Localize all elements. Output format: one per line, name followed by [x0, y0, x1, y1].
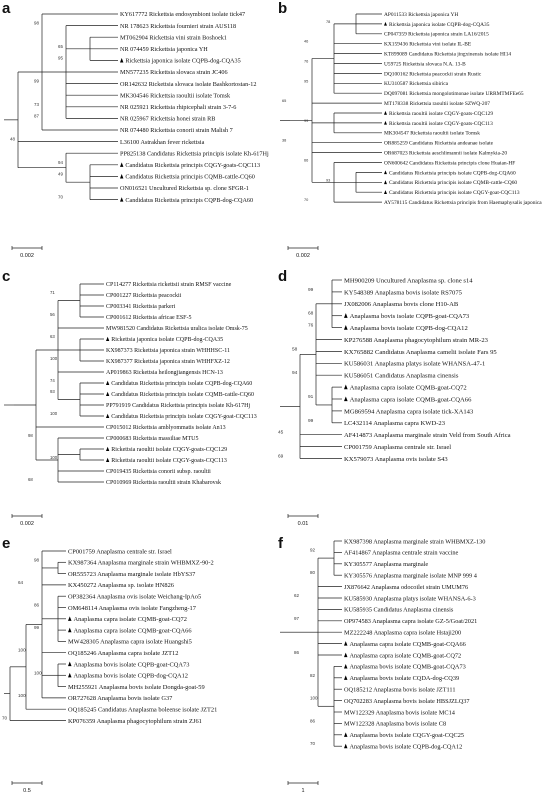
leaf-label: OQ185212 Anaplasma bovis isolate JZT111 [344, 686, 456, 694]
bootstrap-value: 100 [34, 670, 42, 676]
leaf-label: KT899089 Candidatus Rickettsia jingxinensis isolate HI14 [384, 51, 512, 58]
leaf-label: CP010969 Rickettsia raoultii strain Khabarovsk [106, 480, 221, 487]
leaf-label: CP001759 Anaplasma centrale str. Israel [344, 443, 452, 451]
bootstrap-value: 49 [58, 171, 63, 177]
bootstrap-value: 98 [28, 433, 33, 438]
study-sequence-marker-icon [384, 180, 387, 184]
leaf-label: Anaplasma capra isolate CQMB-goat-CQ72 [349, 384, 467, 392]
leaf-label: JX082006 Anaplasma bovis clone H10-AB [344, 301, 459, 309]
leaf-label: OR727628 Anaplasma bovis isolate G37 [68, 695, 173, 703]
leaf-label: Anaplasma capra isolate CQMB-goat-CQA66 [349, 640, 466, 648]
leaf-label: Rickettsia raoultii isolate CQGY-goats-CQC129 [111, 447, 228, 454]
bootstrap-value: 82 [310, 672, 316, 678]
leaf-label: KY548389 Anaplasma bovis isolate RS7075 [344, 289, 462, 297]
leaf-label: KU585930 Anaplasma platys isolate WHANSA-6-3 [344, 595, 476, 603]
bootstrap-value: 91 [308, 395, 314, 400]
leaf-label: KY305576 Anaplasma marginale isolate MNP 999 4 [344, 572, 477, 580]
tree-svg [276, 0, 546, 262]
bootstrap-value: 95 [304, 78, 309, 84]
leaf-label: Anaplasma capra isolate CQMB-goat-CQ72 [73, 616, 187, 624]
leaf-label: NR 025921 Rickettsia rhipicephali strain 3-7-6 [120, 104, 237, 112]
bootstrap-value: 92 [310, 547, 316, 553]
study-sequence-marker-icon [384, 22, 387, 26]
bootstrap-value: 70 [304, 197, 309, 203]
bootstrap-value: 65 [282, 98, 287, 104]
bootstrap-value: 62 [294, 593, 300, 598]
leaf-label: KX765882 Candidatus Anaplasma camelii isolate Fars 95 [344, 348, 497, 356]
leaf-label: NR 178623 Rickettsia fournieri strain AUS118 [120, 22, 237, 30]
bootstrap-value: 70 [2, 715, 8, 721]
bootstrap-value: 87 [34, 113, 39, 119]
bootstrap-value: 99 [308, 418, 314, 424]
tree-svg [0, 268, 270, 530]
leaf-label: Rickettsia raoultii isolate CQGY-goats-CQC113 [111, 458, 227, 465]
leaf-label: KU586051 Candidatus Anaplasma cinensis [344, 372, 459, 380]
leaf-label: NR 025967 Rickettsia honei strain RB [120, 115, 216, 123]
study-sequence-marker-icon [68, 673, 72, 678]
bootstrap-value: 68 [308, 311, 314, 317]
leaf-label: ON016521 Uncultured Rickettsia sp. clone SFGR-1 [120, 185, 249, 193]
leaf-label: CP003341 Rickettsia parkeri [106, 304, 176, 311]
leaf-label: MH255921 Anaplasma bovis isolate Dongda-goat-59 [68, 683, 205, 691]
leaf-label: Candidatus Rickettsia principis isolate CQMB-cattle-CQ60 [388, 180, 518, 187]
bootstrap-value: 100 [50, 356, 58, 361]
tree-panel-b [276, 0, 546, 262]
leaf-label: KX579073 Anaplasma ovis isolate S43 [344, 455, 448, 463]
bootstrap-value: 97 [294, 615, 300, 621]
leaf-label: Anaplasma bovis isolate CQGY-goat-CQC25 [349, 732, 465, 740]
leaf-label: KY305577 Anaplasma marginale [344, 561, 429, 569]
leaf-label: KX987364 Anaplasma marginale strain WHBMXZ-90-2 [68, 559, 214, 567]
study-sequence-marker-icon [106, 458, 109, 462]
leaf-label: MH900209 Uncultured Anaplasma sp. clone s14 [344, 277, 473, 285]
scale-bar-label: 0.002 [20, 521, 34, 527]
leaf-label: KP076359 Anaplasma phagocytophilum strain ZJ61 [68, 717, 202, 725]
leaf-label: OQ185246 Anaplasma capra isolate JZT12 [68, 650, 179, 658]
study-sequence-marker-icon [384, 111, 387, 115]
bootstrap-value: 78 [326, 18, 331, 24]
leaf-label: KX987377 Rickettsia japonica strain WHHFXZ-12 [106, 359, 230, 366]
leaf-label: Anaplasma bovis isolate CQDA-dog-CQ39 [349, 675, 460, 683]
leaf-label: MT062904 Rickettsia vini strain Boshoek1 [120, 34, 227, 42]
leaf-label: OP382364 Anaplasma ovis isolate Weichang-IpAo5 [68, 593, 202, 601]
leaf-label: Rickettsia raoultii isolate CQGY-goats-CQC113 [388, 120, 493, 127]
leaf-label: OR885259 Candidatus Rickettsia andeanae isolate [384, 140, 493, 147]
leaf-label: L36100 Astrakhan fever rickettsia [120, 138, 205, 146]
bootstrap-value: 45 [278, 430, 284, 436]
study-sequence-marker-icon [384, 190, 387, 194]
leaf-label: CP000683 Rickettsia massiliae MTU5 [106, 436, 199, 443]
leaf-label: MW981520 Candidatus Rickettsia uralica isolate Omsk-75 [106, 326, 248, 333]
leaf-label: KX450272 Anaplasma sp. isolate HN826 [68, 582, 174, 590]
study-sequence-marker-icon [344, 313, 348, 318]
study-sequence-marker-icon [120, 58, 123, 62]
tree-svg [276, 268, 546, 530]
leaf-label: CP001759 Anaplasma centrale str. Israel [68, 548, 172, 556]
study-sequence-marker-icon [68, 616, 72, 621]
leaf-label: Candidatus Rickettsia principis isolate CQGY-goat-CQC113 [388, 190, 520, 197]
leaf-label: CP015012 Rickettsia amblyommatis isolate An13 [106, 425, 226, 432]
study-sequence-marker-icon [344, 385, 348, 390]
leaf-label: LC432114 Anaplasma capra KWD-23 [344, 420, 446, 428]
leaf-label: Anaplasma bovis isolate CQMB-goat-CQA73 [349, 663, 466, 671]
scale-bar-label: 1 [301, 788, 305, 794]
leaf-label: MW122328 Anaplasma bovis isolate C8 [344, 720, 447, 728]
study-sequence-marker-icon [68, 628, 72, 633]
panel-label: f [278, 535, 283, 552]
panel-label: b [278, 0, 288, 17]
scale-bar-label: 0.002 [296, 253, 310, 259]
scale-bar-label: 0.5 [23, 788, 31, 794]
tree-svg [0, 0, 270, 262]
leaf-label: AF414867 Anaplasma centrale strain vaccine [344, 549, 459, 557]
bootstrap-value: 63 [50, 334, 55, 339]
bootstrap-value: 80 [310, 570, 316, 576]
bootstrap-value: 100 [310, 695, 318, 701]
leaf-label: Candidatus Rickettsia principis CQPB-dog-CQA60 [125, 196, 254, 204]
bootstrap-value: 94 [58, 159, 63, 165]
leaf-label: Anaplasma bovis isolate CQPB-goat-CQA73 [349, 313, 470, 321]
study-sequence-marker-icon [344, 732, 347, 737]
panel-label: c [2, 268, 11, 285]
bootstrap-value: 76 [308, 323, 314, 329]
leaf-label: Candidatus Rickettsia principis CQMB-cattle-CQ60 [125, 173, 255, 181]
leaf-label: PP791919 Candidatus Rickettsia principis isolate Kh-617Hj [106, 403, 251, 410]
bootstrap-value: 93 [50, 389, 55, 394]
leaf-label: Candidatus Rickettsia principis isolate CQPB-dog-CQA60 [111, 381, 253, 388]
bootstrap-value: 93 [326, 177, 331, 183]
leaf-label: Anaplasma capra isolate CQMB-goat-CQA66 [73, 627, 192, 635]
leaf-label: DQ097081 Rickettsia mongolotimonae isolate URRMTMFEe65 [384, 91, 524, 98]
leaf-label: ON600642 Candidatus Rickettsia principis clone Huaian-HF [384, 160, 516, 167]
bootstrap-value: 100 [50, 455, 58, 460]
leaf-label: MG869594 Anaplasma capra isolate tick-XA143 [344, 408, 474, 416]
bootstrap-value: 86 [294, 650, 300, 655]
leaf-label: Candidatus Rickettsia principis isolate CQPB-dog-CQA60 [388, 170, 516, 177]
leaf-label: Rickettsia raoultii isolate CQGY-goats-CQC129 [388, 110, 494, 117]
tree-panel-d [276, 268, 546, 530]
leaf-label: Rickettsia japonica isolate CQPB-dog-CQA35 [111, 337, 224, 344]
leaf-label: MW428305 Anaplasma capra isolate Huangshi5 [68, 638, 192, 646]
tree-panel-f [276, 535, 546, 797]
leaf-label: CP001227 Rickettsia peacockii [106, 293, 182, 300]
leaf-label: Anaplasma bovis isolate CQPB-dog-CQA12 [73, 672, 189, 680]
bootstrap-value: 99 [308, 287, 314, 293]
leaf-label: KY617772 Rickettsia endosymbiont isolate tick47 [120, 11, 246, 19]
study-sequence-marker-icon [68, 662, 72, 667]
study-sequence-marker-icon [120, 174, 123, 178]
bootstrap-value: 94 [292, 371, 298, 377]
leaf-label: KP276588 Anaplasma phagocytophilum strain MR-23 [344, 336, 488, 344]
leaf-label: JX876642 Anaplasma odocoilei strain UMUM76 [344, 583, 469, 591]
bootstrap-value: 99 [34, 78, 39, 84]
leaf-label: Candidatus Rickettsia principis isolate CQGY-goat-CQC113 [111, 414, 257, 421]
leaf-label: CP047359 Rickettsia japonica strain LA16/2015 [384, 31, 489, 38]
leaf-label: DQ100162 Rickettsia peacockii strain Rustic [384, 71, 482, 78]
bootstrap-value: 66 [304, 157, 309, 163]
leaf-label: Anaplasma bovis isolate CQPB-dog-CQA12 [349, 324, 468, 332]
leaf-label: KU310587 Rickettsia sibirica [384, 81, 449, 88]
leaf-label: AF414873 Anaplasma marginale strain Veld from South Africa [344, 432, 511, 440]
study-sequence-marker-icon [120, 197, 123, 201]
bootstrap-value: 71 [50, 290, 55, 295]
study-sequence-marker-icon [344, 664, 347, 669]
leaf-label: OR687023 Rickettsia aeschlimannii isolate Kalmykia-20 [384, 150, 508, 157]
scale-bar-label: 0.01 [297, 521, 309, 527]
bootstrap-value: 38 [282, 137, 287, 143]
leaf-label: OP974583 Anaplasma capra isolate GZ-5/Goat/2021 [344, 618, 478, 626]
leaf-label: OR142632 Rickettsia slovaca isolate Bashkortostan-12 [120, 80, 257, 88]
bootstrap-value: 100 [18, 647, 26, 653]
leaf-label: CP114277 Rickettsia rickettsii strain RMSF vaccine [106, 282, 232, 289]
study-sequence-marker-icon [344, 744, 347, 749]
bootstrap-value: 48 [10, 136, 15, 142]
leaf-label: CP019435 Rickettsia conorii subsp. raoultii [106, 469, 211, 476]
leaf-label: OR555723 Anaplasma marginale isolate HbYS37 [68, 570, 196, 578]
tree-panel-a [0, 0, 270, 262]
leaf-label: MW122329 Anaplasma bovis isolate MC14 [344, 709, 455, 717]
leaf-label: MK304546 Rickettsia raoultii isolate Tomsk [120, 92, 231, 100]
bootstrap-value: 76 [304, 58, 309, 64]
bootstrap-value: 46 [304, 38, 309, 44]
leaf-label: Anaplasma bovis isolate CQPB-goat-CQA73 [73, 661, 190, 669]
leaf-label: KX987373 Rickettsia japonica strain WHHHSC-11 [106, 348, 230, 355]
bootstrap-value: 100 [50, 411, 58, 416]
leaf-label: KU586031 Anaplasma platys isolate WHANSA-47-1 [344, 360, 486, 368]
bootstrap-value: 74 [50, 378, 55, 383]
bootstrap-value: 70 [58, 194, 63, 200]
tree-svg [0, 535, 270, 797]
leaf-label: MT178338 Rickettsia raoultii isolate SZWQ-207 [384, 101, 490, 108]
bootstrap-value: 99 [304, 117, 309, 123]
leaf-label: Anaplasma bovis isolate CQPB-dog-CQA12 [349, 743, 463, 751]
leaf-label: CP001612 Rickettsia africae ESF-5 [106, 315, 192, 322]
leaf-label: AP019863 Rickettsia heilongjiangensis HCN-13 [106, 370, 223, 377]
bootstrap-value: 65 [58, 43, 63, 49]
tree-svg [276, 535, 546, 797]
study-sequence-marker-icon [120, 162, 123, 166]
study-sequence-marker-icon [344, 325, 348, 330]
tree-panel-e [0, 535, 270, 797]
study-sequence-marker-icon [106, 414, 109, 418]
bootstrap-value: 98 [34, 557, 40, 563]
bootstrap-value: 95 [58, 55, 63, 61]
bootstrap-value: 86 [34, 602, 40, 608]
leaf-label: AP011533 Rickettsia japonica YH [384, 11, 459, 18]
leaf-label: Candidatus Rickettsia principis CQGY-goats-CQC113 [125, 162, 261, 170]
study-sequence-marker-icon [106, 447, 109, 451]
leaf-label: Rickettsia japonica isolate CQPB-dog-CQA35 [125, 57, 241, 65]
panel-label: a [2, 0, 11, 17]
bootstrap-value: 58 [292, 347, 298, 353]
leaf-label: MZ222248 Anaplasma capra isolate Hstaji200 [344, 629, 462, 637]
bootstrap-value: 73 [34, 101, 39, 107]
study-sequence-marker-icon [344, 653, 347, 658]
bootstrap-value: 100 [18, 692, 26, 698]
study-sequence-marker-icon [344, 641, 347, 646]
panel-label: e [2, 535, 11, 552]
study-sequence-marker-icon [344, 396, 348, 401]
study-sequence-marker-icon [384, 121, 387, 125]
leaf-label: Anaplasma capra isolate CQMB-goat-CQ72 [349, 652, 462, 660]
study-sequence-marker-icon [106, 337, 109, 341]
bootstrap-value: 68 [28, 477, 33, 482]
bootstrap-value: 98 [34, 20, 39, 26]
leaf-label: OQ185245 Candidatus Anaplasma boleense isolate JZT21 [68, 706, 218, 714]
leaf-label: NR 074459 Rickettsia japonica YH [120, 46, 208, 54]
study-sequence-marker-icon [384, 170, 387, 174]
leaf-label: PP825138 Candidatus Rickettsia principis isolate Kh-617Hj [120, 150, 269, 158]
bootstrap-value: 99 [34, 625, 40, 631]
leaf-label: MK304547 Rickettsia raoultii isolate Tomsk [384, 130, 480, 137]
leaf-label: Rickettsia japonica isolate CQPB-dog-CQA35 [388, 21, 490, 28]
bootstrap-value: 64 [18, 579, 24, 585]
bootstrap-value: 56 [50, 312, 55, 317]
bootstrap-value: 69 [278, 454, 284, 460]
leaf-label: U59725 Rickettsia slovaca N.A. 13-B [384, 61, 466, 68]
scale-bar-label: 0.002 [20, 253, 34, 259]
study-sequence-marker-icon [106, 381, 109, 385]
leaf-label: AY578115 Candidatus Rickettsia principis from Haemaphysalis japonica [384, 200, 542, 207]
bootstrap-value: 70 [310, 741, 316, 747]
tree-panel-c [0, 268, 270, 530]
bootstrap-value: 86 [310, 718, 316, 724]
leaf-label: KX159436 Rickettsia vini isolate IL-BE [384, 41, 472, 48]
leaf-label: NR 074480 Rickettsia conorii strain Malish 7 [120, 127, 233, 135]
study-sequence-marker-icon [106, 392, 109, 396]
leaf-label: Anaplasma capra isolate CQMB-goat-CQA66 [349, 396, 472, 404]
leaf-label: KU585935 Candidatus Anaplasma cinensis [344, 606, 454, 614]
leaf-label: OM648114 Anaplasma ovis isolate Fangzheng-17 [68, 604, 196, 612]
leaf-label: MN577235 Rickettsia slovaca strain JC406 [120, 69, 228, 77]
leaf-label: OQ702283 Anaplasma bovis isolate HBSJZLQ37 [344, 697, 470, 705]
panel-label: d [278, 268, 288, 285]
leaf-label: KX987398 Anaplasma marginale strain WHBMXZ-130 [344, 538, 486, 546]
study-sequence-marker-icon [344, 675, 347, 680]
leaf-label: Candidatus Rickettsia principis isolate CQMB-cattle-CQ60 [111, 392, 254, 399]
